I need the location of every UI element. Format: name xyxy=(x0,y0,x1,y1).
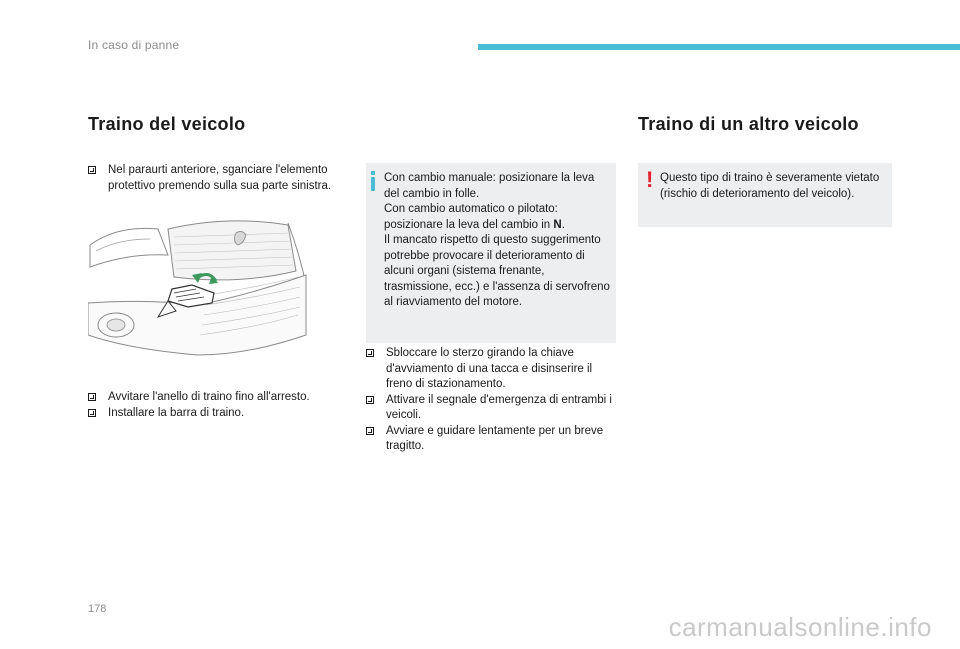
checkbox-bullet-icon xyxy=(88,393,96,401)
front-bumper-illustration xyxy=(88,215,308,375)
list-item: Avviare e guidare lentamente per un breve tragitto. xyxy=(366,424,616,455)
checkbox-bullet-icon xyxy=(366,349,374,357)
warning-box: ! Questo tipo di traino è severamente vietato (rischio di deterioramento del veicolo). xyxy=(638,163,892,227)
steps-list-2 xyxy=(88,390,350,421)
list-item: Installare la barra di traino. xyxy=(88,406,350,422)
steps-list-3 xyxy=(366,346,616,455)
watermark: carmanualsonline.info xyxy=(668,612,932,642)
title-towing-other-vehicle: Traino di un altro veicolo xyxy=(638,114,859,134)
checkbox-bullet-icon xyxy=(88,409,96,417)
steps-list-1 xyxy=(88,163,350,194)
warning-exclamation-icon: ! xyxy=(646,167,654,192)
info-icon xyxy=(371,171,375,191)
header-accent-bar xyxy=(478,44,960,50)
page-number: 178 xyxy=(88,603,107,615)
section-header: In caso di panne xyxy=(88,38,180,52)
list-item: Attivare il segnale d'emergenza di entrambi i veicoli. xyxy=(366,393,616,424)
list-item: Sbloccare lo sterzo girando la chiave d'avviamento di una tacca e disinserire il freno di stazionamento. xyxy=(366,346,616,393)
list-item: Avvitare l'anello di traino fino all'arresto. xyxy=(88,390,350,406)
title-towing-vehicle: Traino del veicolo xyxy=(88,114,246,134)
list-item: Nel paraurti anteriore, sganciare l'elemento protettivo premendo sulla sua parte sinistra. xyxy=(88,163,350,194)
info-note-box: Con cambio manuale: posizionare la leva del cambio in folle. Con cambio automatico o pilotato: posizionare la leva del cambio in N. Il mancato rispetto di questo suggerimento potrebbe provocare il deterioramento di alcuni organi (sistema frenante, trasmissione, ecc.) e l'assenza di servofreno al riavviamento del motore. xyxy=(366,163,616,343)
checkbox-bullet-icon xyxy=(88,166,96,174)
checkbox-bullet-icon xyxy=(366,396,374,404)
checkbox-bullet-icon xyxy=(366,427,374,435)
